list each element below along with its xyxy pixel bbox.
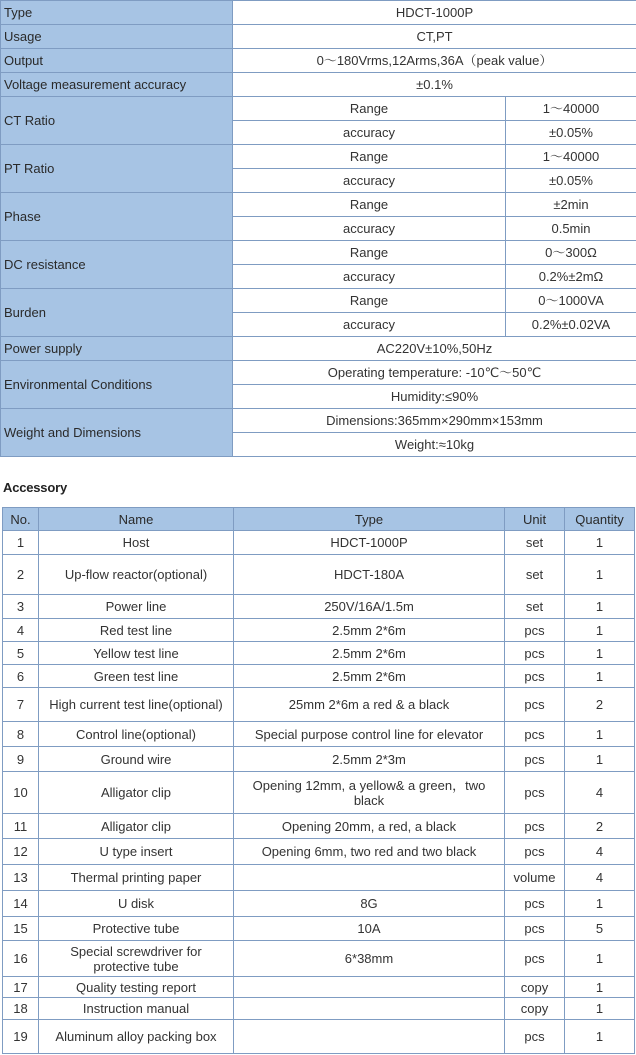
spec-subname: Range bbox=[233, 193, 506, 217]
spec-row-voltage-accuracy bbox=[1, 73, 636, 97]
item-type bbox=[234, 977, 505, 998]
row-number: 5 bbox=[3, 642, 39, 665]
row-number: 14 bbox=[3, 891, 39, 917]
table-row bbox=[3, 619, 635, 642]
item-quantity: 1 bbox=[565, 747, 635, 772]
item-unit: pcs bbox=[505, 814, 565, 839]
item-name: Alligator clip bbox=[39, 772, 234, 814]
spec-value: 1～40000 bbox=[506, 97, 636, 121]
table-row bbox=[3, 747, 635, 772]
item-unit: pcs bbox=[505, 722, 565, 747]
row-number: 6 bbox=[3, 665, 39, 688]
row-number: 8 bbox=[3, 722, 39, 747]
item-unit: pcs bbox=[505, 619, 565, 642]
spec-label: Voltage measurement accuracy bbox=[1, 73, 233, 97]
row-number: 12 bbox=[3, 839, 39, 865]
spec-value: ±0.1% bbox=[233, 73, 636, 97]
table-row bbox=[3, 977, 635, 998]
column-header: Quantity bbox=[565, 508, 635, 531]
spec-subname: accuracy bbox=[233, 121, 506, 145]
table-row bbox=[3, 865, 635, 891]
spec-value: ±2min bbox=[506, 193, 636, 217]
item-name: High current test line(optional) bbox=[39, 688, 234, 722]
table-row bbox=[3, 595, 635, 619]
item-type: Special purpose control line for elevator bbox=[234, 722, 505, 747]
spec-subname: accuracy bbox=[233, 217, 506, 241]
table-row bbox=[3, 772, 635, 814]
item-name: Protective tube bbox=[39, 917, 234, 941]
table-row bbox=[3, 531, 635, 555]
item-type: 6*38mm bbox=[234, 941, 505, 977]
item-unit: pcs bbox=[505, 665, 565, 688]
item-type bbox=[234, 998, 505, 1020]
table-row bbox=[3, 814, 635, 839]
spec-subname: accuracy bbox=[233, 169, 506, 193]
specifications-table bbox=[0, 0, 636, 457]
table-row bbox=[3, 839, 635, 865]
item-quantity: 1 bbox=[565, 642, 635, 665]
spec-label: Phase bbox=[1, 193, 233, 241]
spec-label: Burden bbox=[1, 289, 233, 337]
item-quantity: 1 bbox=[565, 977, 635, 998]
row-number: 7 bbox=[3, 688, 39, 722]
row-number: 13 bbox=[3, 865, 39, 891]
item-type: 2.5mm 2*3m bbox=[234, 747, 505, 772]
item-name: Alligator clip bbox=[39, 814, 234, 839]
table-row bbox=[3, 688, 635, 722]
spec-value: Operating temperature: -10℃～50℃ bbox=[233, 361, 636, 385]
spec-value: Weight:≈10kg bbox=[233, 433, 636, 457]
table-row bbox=[3, 941, 635, 977]
spec-label: DC resistance bbox=[1, 241, 233, 289]
spec-label: Weight and Dimensions bbox=[1, 409, 233, 457]
item-type bbox=[234, 865, 505, 891]
row-number: 2 bbox=[3, 555, 39, 595]
spec-value: Humidity:≤90% bbox=[233, 385, 636, 409]
item-quantity: 1 bbox=[565, 722, 635, 747]
spec-subname: accuracy bbox=[233, 313, 506, 337]
item-quantity: 2 bbox=[565, 814, 635, 839]
item-unit: volume bbox=[505, 865, 565, 891]
row-number: 3 bbox=[3, 595, 39, 619]
item-type: 25mm 2*6m a red & a black bbox=[234, 688, 505, 722]
item-unit: pcs bbox=[505, 688, 565, 722]
spec-row-type bbox=[1, 1, 636, 25]
item-quantity: 1 bbox=[565, 619, 635, 642]
item-type: 8G bbox=[234, 891, 505, 917]
spec-value: 0～1000VA bbox=[506, 289, 636, 313]
item-unit: pcs bbox=[505, 917, 565, 941]
item-unit: copy bbox=[505, 998, 565, 1020]
item-quantity: 1 bbox=[565, 555, 635, 595]
item-name: U disk bbox=[39, 891, 234, 917]
spec-value: 0～300Ω bbox=[506, 241, 636, 265]
spec-row-power-supply bbox=[1, 337, 636, 361]
row-number: 9 bbox=[3, 747, 39, 772]
item-type: 2.5mm 2*6m bbox=[234, 619, 505, 642]
row-number: 16 bbox=[3, 941, 39, 977]
item-unit: pcs bbox=[505, 1020, 565, 1054]
item-name: Special screwdriver for protective tube bbox=[39, 941, 234, 977]
table-row bbox=[3, 998, 635, 1020]
item-name: Host bbox=[39, 531, 234, 555]
spec-row-output bbox=[1, 49, 636, 73]
item-quantity: 4 bbox=[565, 839, 635, 865]
table-row bbox=[3, 555, 635, 595]
row-number: 19 bbox=[3, 1020, 39, 1054]
item-unit: copy bbox=[505, 977, 565, 998]
item-type: Opening 6mm, two red and two black bbox=[234, 839, 505, 865]
item-quantity: 1 bbox=[565, 891, 635, 917]
item-unit: set bbox=[505, 531, 565, 555]
spec-label: Output bbox=[1, 49, 233, 73]
accessory-table bbox=[2, 507, 635, 1054]
spec-value: 0.2%±0.02VA bbox=[506, 313, 636, 337]
item-type: 2.5mm 2*6m bbox=[234, 665, 505, 688]
spec-row-dc-resistance bbox=[1, 241, 636, 265]
item-quantity: 4 bbox=[565, 772, 635, 814]
spec-value: 0.5min bbox=[506, 217, 636, 241]
item-quantity: 5 bbox=[565, 917, 635, 941]
item-quantity: 2 bbox=[565, 688, 635, 722]
spec-value: ±0.05% bbox=[506, 121, 636, 145]
item-type: 2.5mm 2*6m bbox=[234, 642, 505, 665]
item-quantity: 1 bbox=[565, 665, 635, 688]
row-number: 18 bbox=[3, 998, 39, 1020]
item-name: Thermal printing paper bbox=[39, 865, 234, 891]
spec-subname: Range bbox=[233, 145, 506, 169]
spec-value: AC220V±10%,50Hz bbox=[233, 337, 636, 361]
item-unit: pcs bbox=[505, 747, 565, 772]
accessory-header-row bbox=[3, 508, 635, 531]
spec-row-ct-ratio bbox=[1, 97, 636, 121]
spec-label: PT Ratio bbox=[1, 145, 233, 193]
item-quantity: 4 bbox=[565, 865, 635, 891]
spec-subname: Range bbox=[233, 97, 506, 121]
item-unit: set bbox=[505, 595, 565, 619]
item-type: HDCT-180A bbox=[234, 555, 505, 595]
item-type: Opening 12mm, a yellow& a green，two black bbox=[234, 772, 505, 814]
spec-label: Type bbox=[1, 1, 233, 25]
row-number: 10 bbox=[3, 772, 39, 814]
spec-value: Dimensions:365mm×290mm×153mm bbox=[233, 409, 636, 433]
row-number: 15 bbox=[3, 917, 39, 941]
item-name: Aluminum alloy packing box bbox=[39, 1020, 234, 1054]
spec-subname: Range bbox=[233, 241, 506, 265]
spec-row-phase bbox=[1, 193, 636, 217]
item-name: Red test line bbox=[39, 619, 234, 642]
spec-row-usage bbox=[1, 25, 636, 49]
spec-value: 0.2%±2mΩ bbox=[506, 265, 636, 289]
item-quantity: 1 bbox=[565, 531, 635, 555]
item-unit: pcs bbox=[505, 642, 565, 665]
table-row bbox=[3, 722, 635, 747]
spec-value: HDCT-1000P bbox=[233, 1, 636, 25]
item-name: U type insert bbox=[39, 839, 234, 865]
spec-label: Usage bbox=[1, 25, 233, 49]
spec-row-weight-dimensions bbox=[1, 409, 636, 433]
item-unit: pcs bbox=[505, 772, 565, 814]
item-name: Control line(optional) bbox=[39, 722, 234, 747]
spec-label: CT Ratio bbox=[1, 97, 233, 145]
table-row bbox=[3, 1020, 635, 1054]
item-quantity: 1 bbox=[565, 941, 635, 977]
item-name: Quality testing report bbox=[39, 977, 234, 998]
column-header: No. bbox=[3, 508, 39, 531]
column-header: Unit bbox=[505, 508, 565, 531]
spec-value: ±0.05% bbox=[506, 169, 636, 193]
row-number: 11 bbox=[3, 814, 39, 839]
table-row bbox=[3, 891, 635, 917]
item-type: 250V/16A/1.5m bbox=[234, 595, 505, 619]
item-name: Ground wire bbox=[39, 747, 234, 772]
spec-value: 0～180Vrms,12Arms,36A（peak value） bbox=[233, 49, 636, 73]
spec-subname: accuracy bbox=[233, 265, 506, 289]
item-name: Instruction manual bbox=[39, 998, 234, 1020]
item-type: HDCT-1000P bbox=[234, 531, 505, 555]
row-number: 17 bbox=[3, 977, 39, 998]
spec-value: 1～40000 bbox=[506, 145, 636, 169]
item-type: 10A bbox=[234, 917, 505, 941]
spec-row-environment bbox=[1, 361, 636, 385]
column-header: Name bbox=[39, 508, 234, 531]
item-type bbox=[234, 1020, 505, 1054]
item-name: Green test line bbox=[39, 665, 234, 688]
row-number: 1 bbox=[3, 531, 39, 555]
item-unit: pcs bbox=[505, 839, 565, 865]
item-unit: pcs bbox=[505, 891, 565, 917]
item-quantity: 1 bbox=[565, 595, 635, 619]
item-name: Up-flow reactor(optional) bbox=[39, 555, 234, 595]
table-row bbox=[3, 665, 635, 688]
item-type: Opening 20mm, a red, a black bbox=[234, 814, 505, 839]
spec-label: Power supply bbox=[1, 337, 233, 361]
spec-subname: Range bbox=[233, 289, 506, 313]
table-row bbox=[3, 917, 635, 941]
item-name: Power line bbox=[39, 595, 234, 619]
row-number: 4 bbox=[3, 619, 39, 642]
item-quantity: 1 bbox=[565, 998, 635, 1020]
table-row bbox=[3, 642, 635, 665]
accessory-heading: Accessory bbox=[3, 480, 67, 495]
spec-row-burden bbox=[1, 289, 636, 313]
item-quantity: 1 bbox=[565, 1020, 635, 1054]
spec-value: CT,PT bbox=[233, 25, 636, 49]
spec-label: Environmental Conditions bbox=[1, 361, 233, 409]
item-unit: pcs bbox=[505, 941, 565, 977]
item-name: Yellow test line bbox=[39, 642, 234, 665]
column-header: Type bbox=[234, 508, 505, 531]
item-unit: set bbox=[505, 555, 565, 595]
spec-row-pt-ratio bbox=[1, 145, 636, 169]
